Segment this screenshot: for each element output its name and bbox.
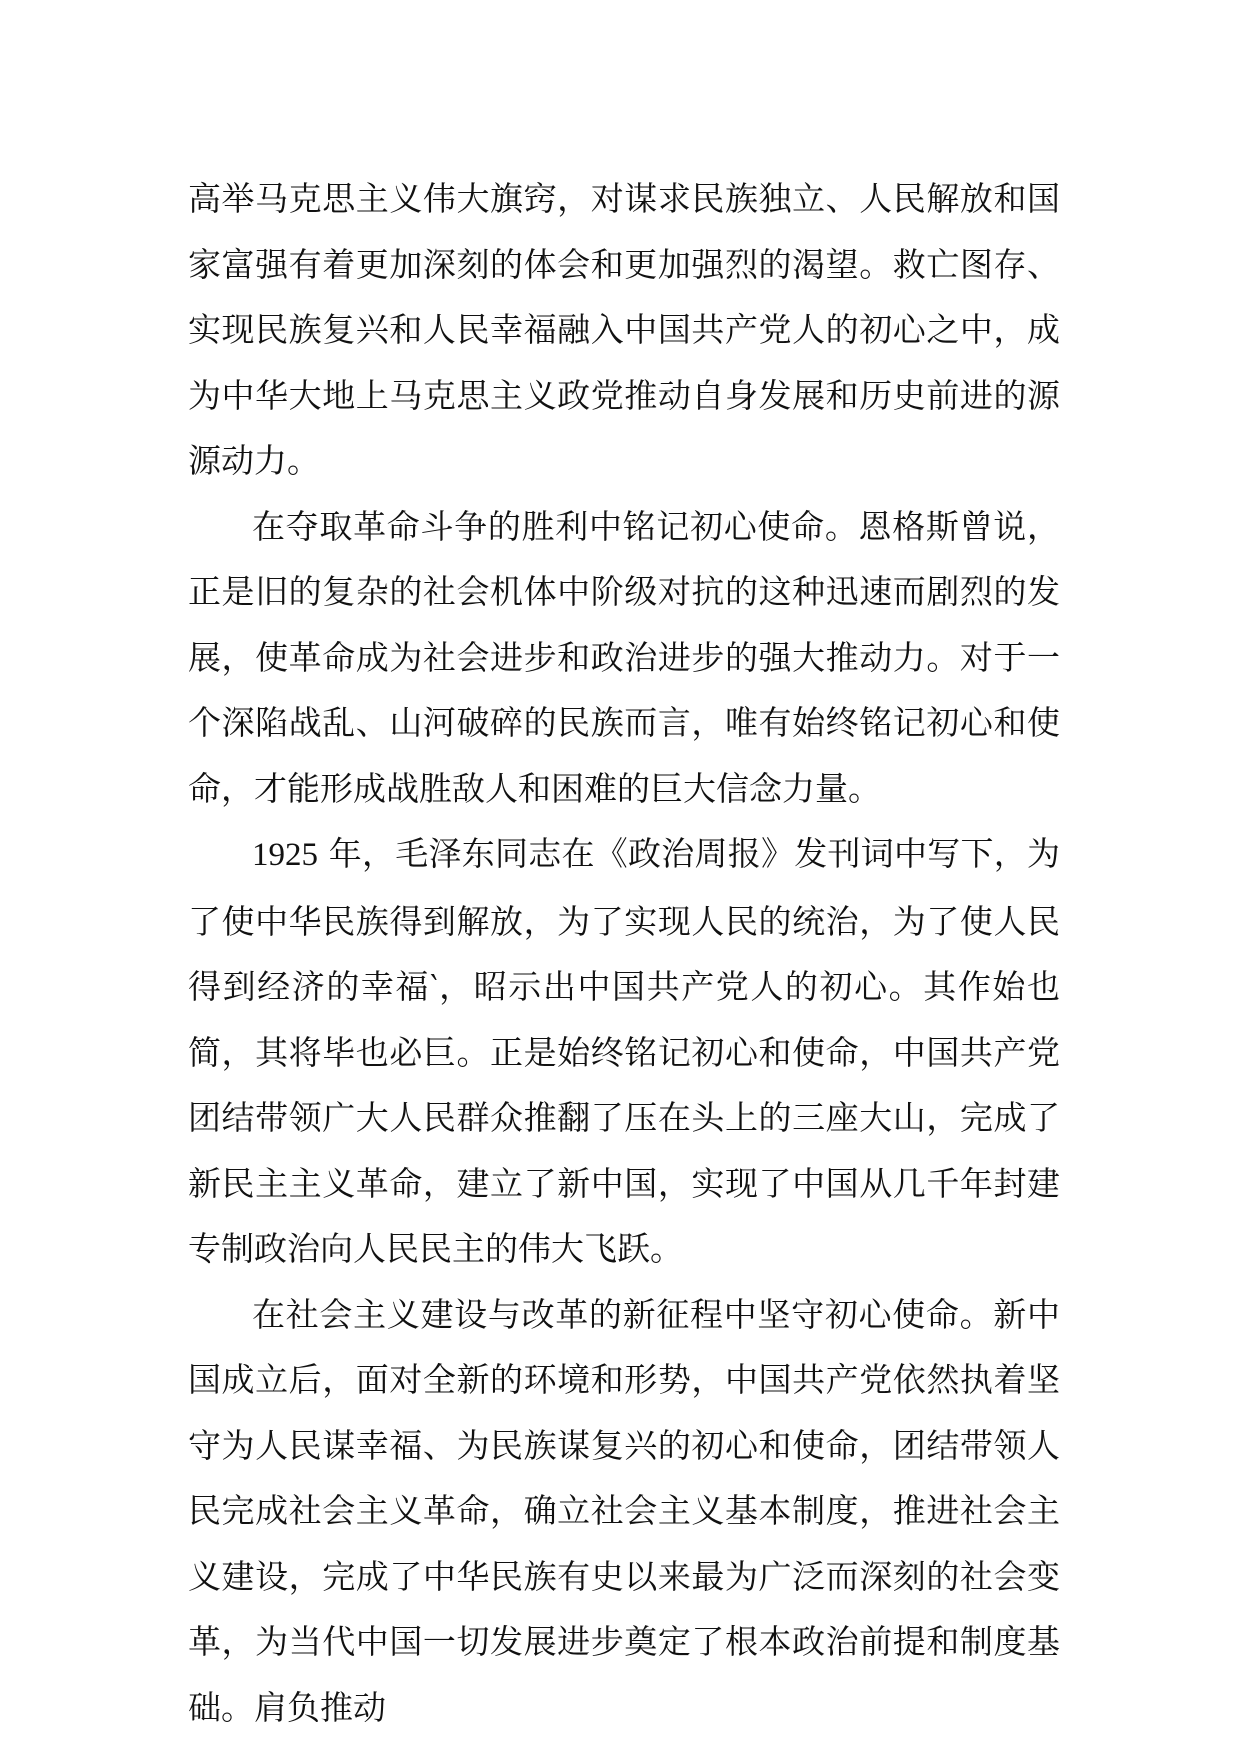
paragraph-4: 在社会主义建设与改革的新征程中坚守初心使命。新中国成立后，面对全新的环境和形势，中国共产党依然执着坚守为人民谋幸福、为民族谋复兴的初心和使命，团结带领人民完成社会主义革命，确立社会主义基本制度，推进社会主义建设，完成了中华民族有史以来最为广泛而深刻的社会变革，为当代中国一切发展进步奠定了根本政治前提和制度基础。肩负推动 [188, 1294, 1060, 1727]
paragraph-3-year: 1925 [252, 837, 318, 873]
paragraph-2: 在夺取革命斗争的胜利中铭记初心使命。恩格斯曾说，正是旧的复杂的社会机体中阶级对抗的这种迅速而剧烈的发展，使革命成为社会进步和政治进步的强大推动力。对于一个深陷战乱、山河破碎的民族而言，唯有始终铭记初心和使命，才能形成战胜敌人和困难的巨大信念力量。 [188, 506, 1060, 808]
paragraph-3 [188, 821, 1060, 1282]
paragraph-1: 高举马克思主义伟大旗窍，对谋求民族独立、人民解放和国家富强有着更加深刻的体会和更加强烈的渴望。救亡图存、实现民族复兴和人民幸福融入中国共产党人的初心之中，成为中华大地上马克思主义政党推动自身发展和历史前进的源源动力。 [188, 179, 1060, 480]
paragraph-3-text: 年，毛泽东同志在《政治周报》发刊词中写下，为了使中华民族得到解放，为了实现人民的统治，为了使人民得到经济的幸福‵，昭示出中国共产党人的初心。其作始也简，其将毕也必巨。正是始终铭记初心和使命，中国共产党团结带领广大人民群众推翻了压在头上的三座大山，完成了新民主主义革命，建立了新中国，实现了中国从几千年封建专制政治向人民民主的伟大飞跃。 [188, 834, 1060, 1268]
document-page [188, 166, 1060, 1740]
